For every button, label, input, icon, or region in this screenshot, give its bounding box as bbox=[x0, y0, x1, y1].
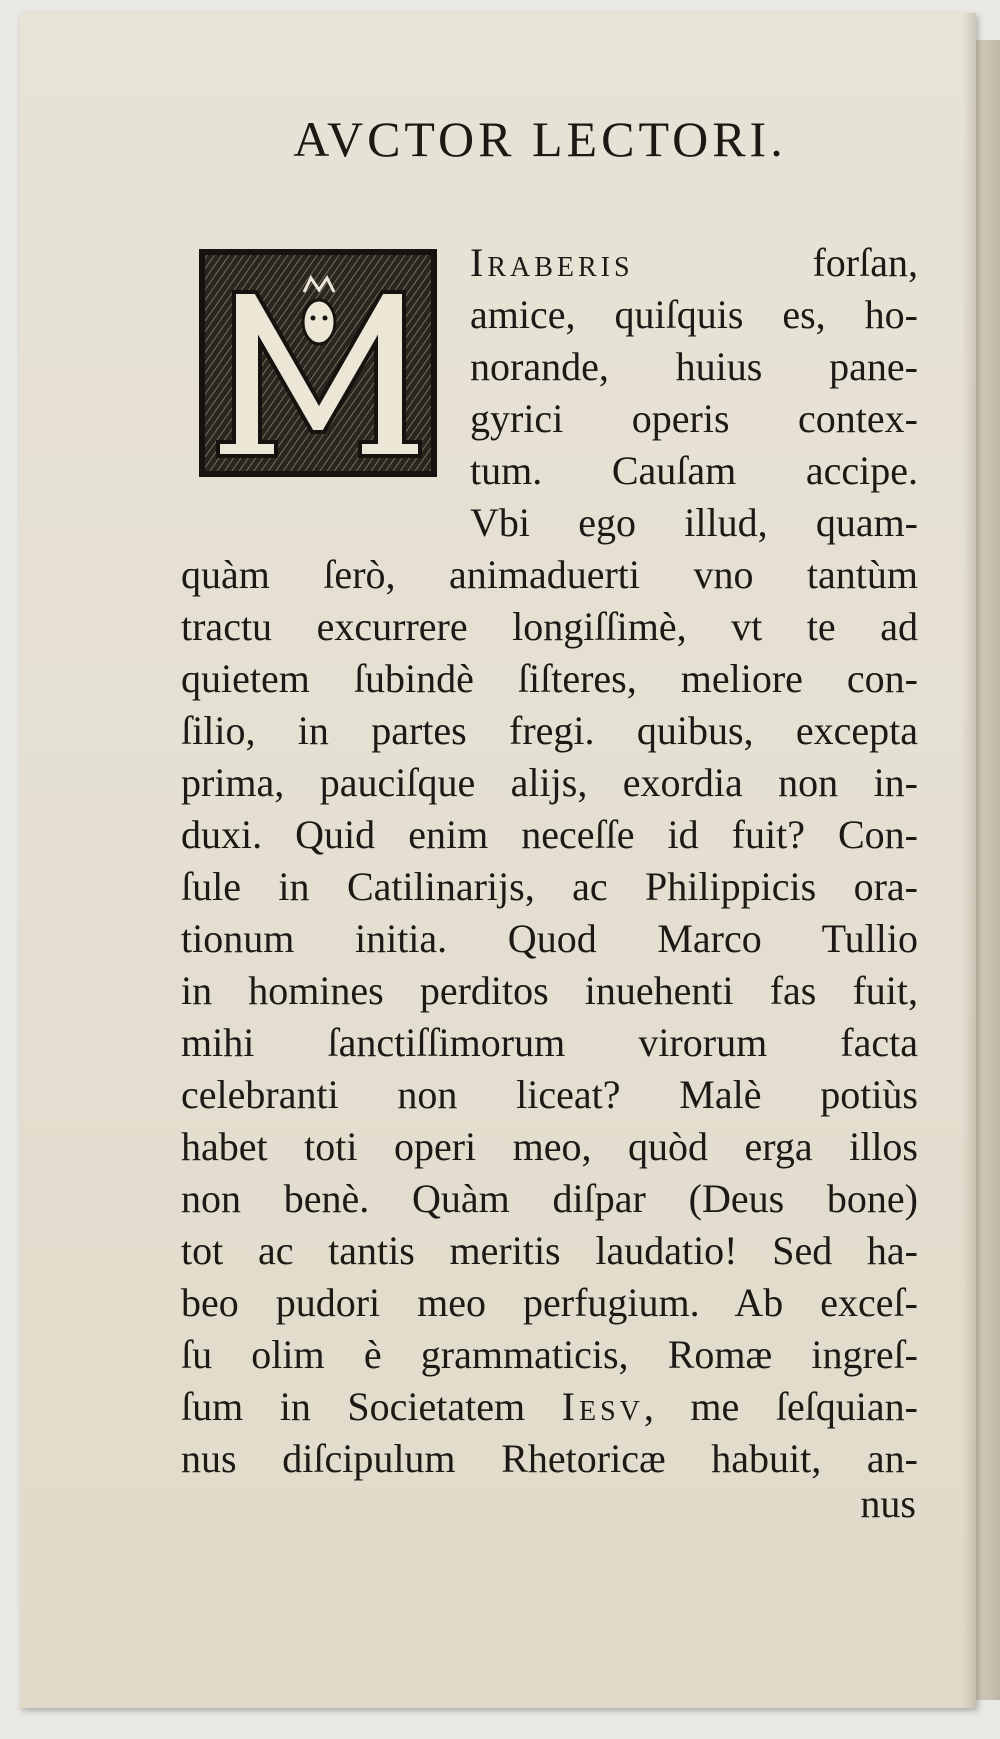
text-line: habet toti operi meo, quòd erga illos bbox=[181, 1124, 918, 1169]
text-line: Iraberis forſan, bbox=[470, 240, 918, 285]
text-line: quietem ſubindè ſiſteres, meliore con- bbox=[181, 656, 918, 701]
text-line: ſilio, in partes fregi. quibus, excepta bbox=[181, 708, 918, 753]
text-line: duxi. Quid enim neceſſe id fuit? Con- bbox=[181, 812, 918, 857]
text-line: non benè. Quàm diſpar (Deus bone) bbox=[181, 1176, 918, 1221]
text-line: Vbi ego illud, quam- bbox=[470, 500, 918, 545]
text-line: tionum initia. Quod Marco Tullio bbox=[181, 916, 918, 961]
text-line: ſu olim è grammaticis, Romæ ingreſ- bbox=[181, 1332, 918, 1377]
text-line: tot ac tantis meritis laudatio! Sed ha- bbox=[181, 1228, 918, 1273]
ornament-initial-icon bbox=[194, 242, 444, 482]
text-line: mihi ſanctiſſimorum virorum facta bbox=[181, 1020, 918, 1065]
text-line: ſum in Societatem Iesv, me ſeſquian- bbox=[181, 1384, 918, 1429]
page-heading: AVCTOR LECTORI. bbox=[293, 111, 787, 167]
text-line: gyrici operis contex- bbox=[470, 396, 918, 441]
decorated-initial-m bbox=[194, 242, 444, 482]
catchword: nus bbox=[860, 1481, 916, 1526]
text-line: in homines perditos inuehenti fas fuit, bbox=[181, 968, 918, 1013]
text-line: tractu excurrere longiſſimè, vt te ad bbox=[181, 604, 918, 649]
text-line: celebranti non liceat? Malè potiùs bbox=[181, 1072, 918, 1117]
text-line: ſule in Catilinarijs, ac Philippicis ora- bbox=[181, 864, 918, 909]
text-line: nus diſcipulum Rhetoricæ habuit, an- bbox=[181, 1436, 918, 1481]
text-line: amice, quiſquis es, ho- bbox=[470, 292, 918, 337]
text-line: prima, pauciſque alijs, exordia non in- bbox=[181, 760, 918, 805]
text-line: tum. Cauſam accipe. bbox=[470, 448, 918, 493]
text-line: beo pudori meo perfugium. Ab exceſ- bbox=[181, 1280, 918, 1325]
text-line: quàm ſerò, animaduerti vno tantùm bbox=[181, 552, 918, 597]
text-line: norande, huius pane- bbox=[470, 344, 918, 389]
